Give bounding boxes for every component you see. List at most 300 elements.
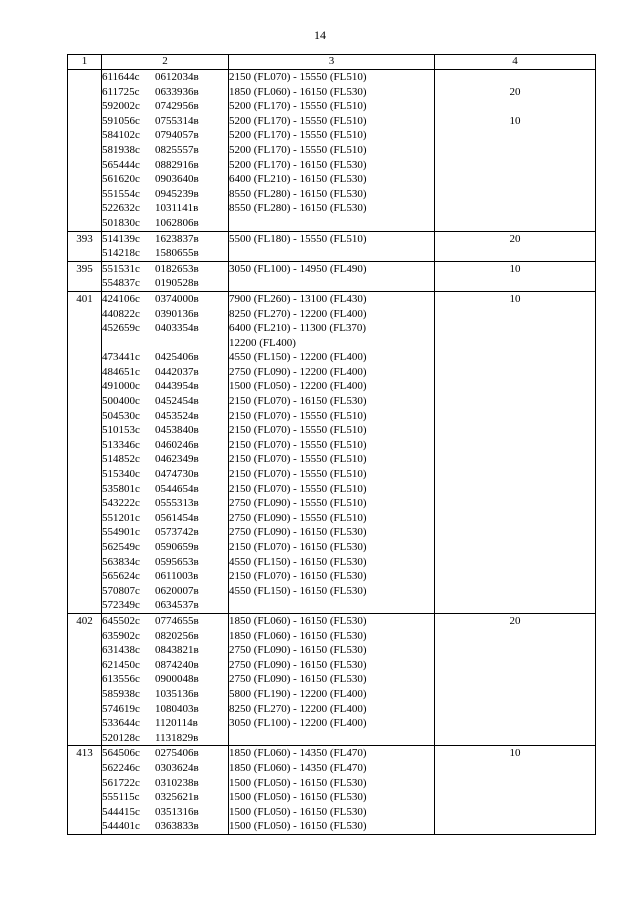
longitude-code: 0882916в bbox=[155, 158, 199, 171]
limit-value bbox=[435, 761, 595, 776]
row-number-cell bbox=[68, 613, 102, 745]
limit-value bbox=[435, 569, 595, 584]
limit-value bbox=[435, 584, 595, 599]
coordinate-line bbox=[102, 143, 228, 158]
latitude-code: 554901с bbox=[102, 526, 140, 539]
altitude-range: 4550 (FL150) - 16150 (FL530) bbox=[229, 584, 367, 597]
altitude-range: 1850 (FL060) - 14350 (FL470) bbox=[229, 761, 367, 774]
coordinate-line bbox=[102, 409, 228, 424]
coordinate-line bbox=[102, 672, 228, 687]
altitude-range: 5500 (FL180) - 15550 (FL510) bbox=[229, 232, 367, 245]
row-number-cell bbox=[68, 70, 102, 232]
longitude-code: 0620007в bbox=[155, 584, 199, 597]
limit-value: 10 bbox=[509, 262, 521, 275]
latitude-code: 554837с bbox=[102, 277, 140, 290]
coordinate-line bbox=[102, 99, 228, 114]
longitude-code: 0945239в bbox=[155, 187, 199, 200]
latitude-code: 555115с bbox=[102, 791, 140, 804]
latitude-code: 544401с bbox=[102, 820, 140, 833]
limit-value bbox=[435, 158, 595, 173]
longitude-code: 0820256в bbox=[155, 629, 199, 642]
value-cell bbox=[435, 746, 596, 835]
coordinate-line bbox=[102, 540, 228, 555]
row-number: 395 bbox=[76, 262, 93, 275]
coordinate-line bbox=[102, 687, 228, 702]
altitude-range: 5200 (FL170) - 15550 (FL510) bbox=[229, 114, 367, 127]
coordinate-line bbox=[102, 467, 228, 482]
latitude-code: 645502с bbox=[102, 614, 140, 627]
longitude-code: 0474730в bbox=[155, 468, 199, 481]
longitude-code: 0453524в bbox=[155, 409, 199, 422]
latitude-code: 543222с bbox=[102, 497, 140, 510]
longitude-code: 0555313в bbox=[155, 497, 199, 510]
coordinate-line bbox=[102, 658, 228, 673]
latitude-code: 611725с bbox=[102, 85, 140, 98]
row-number-cell bbox=[68, 231, 102, 261]
altitude-range: 1500 (FL050) - 16150 (FL530) bbox=[229, 776, 367, 789]
altitude-range: 5200 (FL170) - 16150 (FL530) bbox=[229, 158, 367, 171]
limit-value bbox=[435, 70, 595, 85]
limit-value bbox=[435, 496, 595, 511]
coordinate-line bbox=[102, 423, 228, 438]
latitude-code: 452659с bbox=[102, 322, 140, 335]
latitude-code: 572349с bbox=[102, 599, 140, 612]
limit-value bbox=[435, 276, 595, 291]
coordinate-line bbox=[102, 525, 228, 540]
airspace-table bbox=[67, 54, 596, 835]
altitude-range-cell bbox=[229, 746, 435, 835]
limit-value bbox=[435, 776, 595, 791]
longitude-code: 1080403в bbox=[155, 702, 199, 715]
latitude-code: 581938с bbox=[102, 143, 140, 156]
coordinate-line bbox=[102, 379, 228, 394]
table-row bbox=[68, 613, 596, 745]
longitude-code: 0903640в bbox=[155, 173, 199, 186]
limit-value: 20 bbox=[509, 85, 521, 98]
table-row bbox=[68, 291, 596, 613]
latitude-code: 574619с bbox=[102, 702, 140, 715]
altitude-range: 6400 (FL210) - 16150 (FL530) bbox=[229, 173, 367, 186]
altitude-range: 5200 (FL170) - 15550 (FL510) bbox=[229, 129, 367, 142]
coordinate-line bbox=[102, 569, 228, 584]
longitude-code: 0374000в bbox=[155, 292, 199, 305]
coordinate-line bbox=[102, 702, 228, 717]
limit-value bbox=[435, 438, 595, 453]
coordinate-line bbox=[102, 614, 228, 629]
latitude-code: 514218с bbox=[102, 247, 140, 260]
coordinates-cell bbox=[102, 291, 229, 613]
longitude-code: 1131829в bbox=[155, 731, 199, 744]
altitude-range: 2150 (FL070) - 15550 (FL510) bbox=[229, 482, 367, 495]
altitude-range-cell bbox=[229, 261, 435, 291]
altitude-range: 12200 (FL400) bbox=[229, 336, 296, 349]
altitude-range: 2750 (FL090) - 16150 (FL530) bbox=[229, 644, 367, 657]
table-header-row bbox=[68, 55, 596, 70]
longitude-code: 0310238в bbox=[155, 776, 199, 789]
latitude-code: 504530с bbox=[102, 409, 140, 422]
limit-value bbox=[435, 658, 595, 673]
latitude-code: 484651с bbox=[102, 365, 140, 378]
latitude-code: 551554с bbox=[102, 187, 140, 200]
coordinate-line bbox=[102, 187, 228, 202]
column-header-2: 2 bbox=[102, 55, 229, 70]
longitude-code: 1580655в bbox=[155, 247, 199, 260]
altitude-range: 8250 (FL270) - 12200 (FL400) bbox=[229, 702, 367, 715]
limit-value: 10 bbox=[509, 747, 521, 760]
longitude-code: 0843821в bbox=[155, 644, 199, 657]
row-number: 401 bbox=[76, 292, 93, 305]
altitude-range bbox=[229, 246, 434, 261]
latitude-code: 621450с bbox=[102, 658, 140, 671]
altitude-range: 5200 (FL170) - 15550 (FL510) bbox=[229, 143, 367, 156]
coordinate-line bbox=[102, 716, 228, 731]
longitude-code: 0633936в bbox=[155, 85, 199, 98]
altitude-range: 2750 (FL090) - 15550 (FL510) bbox=[229, 511, 367, 524]
longitude-code: 0275406в bbox=[155, 747, 199, 760]
coordinate-line bbox=[102, 511, 228, 526]
coordinate-line bbox=[102, 746, 228, 761]
longitude-code: 0442037в bbox=[155, 365, 199, 378]
altitude-range: 2150 (FL070) - 15550 (FL510) bbox=[229, 409, 367, 422]
latitude-code: 635902с bbox=[102, 629, 140, 642]
coordinates-cell bbox=[102, 70, 229, 232]
limit-value bbox=[435, 321, 595, 336]
limit-value bbox=[435, 379, 595, 394]
coordinate-line bbox=[102, 629, 228, 644]
latitude-code: 592002с bbox=[102, 100, 140, 113]
table-body bbox=[68, 70, 596, 835]
limit-value bbox=[435, 246, 595, 261]
coordinate-line bbox=[102, 438, 228, 453]
longitude-code: 0390136в bbox=[155, 307, 199, 320]
latitude-code: 515340с bbox=[102, 468, 140, 481]
limit-value bbox=[435, 336, 595, 351]
latitude-code: 551531с bbox=[102, 262, 140, 275]
table-row bbox=[68, 261, 596, 291]
altitude-range: 2150 (FL070) - 16150 (FL530) bbox=[229, 570, 367, 583]
altitude-range: 3050 (FL100) - 14950 (FL490) bbox=[229, 262, 367, 275]
latitude-code: 440822с bbox=[102, 307, 140, 320]
coordinates-cell bbox=[102, 261, 229, 291]
row-number: 413 bbox=[76, 747, 93, 760]
coordinate-line bbox=[102, 482, 228, 497]
latitude-code: 500400с bbox=[102, 395, 140, 408]
limit-value bbox=[435, 511, 595, 526]
coordinate-line bbox=[102, 761, 228, 776]
limit-value bbox=[435, 731, 595, 746]
latitude-code: 424106с bbox=[102, 292, 140, 305]
longitude-code: 0573742в bbox=[155, 526, 199, 539]
value-cell bbox=[435, 70, 596, 232]
longitude-code: 0462349в bbox=[155, 453, 199, 466]
limit-value bbox=[435, 201, 595, 216]
longitude-code: 0612034в bbox=[155, 71, 199, 83]
latitude-code: 562246с bbox=[102, 761, 140, 774]
coordinate-line bbox=[102, 496, 228, 511]
altitude-range: 2750 (FL090) - 16150 (FL530) bbox=[229, 526, 367, 539]
limit-value bbox=[435, 128, 595, 143]
altitude-range: 1500 (FL050) - 16150 (FL530) bbox=[229, 791, 367, 804]
latitude-code: 551201с bbox=[102, 511, 140, 524]
altitude-range: 2750 (FL090) - 15550 (FL510) bbox=[229, 497, 367, 510]
value-cell bbox=[435, 613, 596, 745]
altitude-range: 1850 (FL060) - 16150 (FL530) bbox=[229, 85, 367, 98]
coordinates-cell bbox=[102, 746, 229, 835]
altitude-range: 2750 (FL090) - 16150 (FL530) bbox=[229, 673, 367, 686]
latitude-code: 563834с bbox=[102, 555, 140, 568]
limit-value bbox=[435, 172, 595, 187]
coordinate-line bbox=[102, 128, 228, 143]
altitude-range: 8250 (FL270) - 12200 (FL400) bbox=[229, 307, 367, 320]
altitude-range: 2150 (FL070) - 16150 (FL530) bbox=[229, 541, 367, 553]
altitude-range bbox=[229, 216, 434, 231]
longitude-code: 0634537в bbox=[155, 599, 199, 612]
altitude-range-cell bbox=[229, 231, 435, 261]
altitude-range: 2750 (FL090) - 12200 (FL400) bbox=[229, 365, 367, 378]
coordinate-line bbox=[102, 85, 228, 100]
limit-value bbox=[435, 702, 595, 717]
coordinate-line bbox=[102, 336, 228, 351]
coordinate-line bbox=[102, 584, 228, 599]
latitude-code: 514139с bbox=[102, 232, 140, 245]
limit-value bbox=[435, 452, 595, 467]
altitude-range-cell bbox=[229, 291, 435, 613]
limit-value: 10 bbox=[509, 292, 521, 305]
altitude-range: 3050 (FL100) - 12200 (FL400) bbox=[229, 717, 367, 730]
value-cell bbox=[435, 261, 596, 291]
limit-value bbox=[435, 216, 595, 231]
longitude-code: 0755314в bbox=[155, 114, 199, 127]
altitude-range bbox=[229, 731, 434, 746]
coordinate-line bbox=[102, 216, 228, 231]
row-number: 402 bbox=[76, 614, 93, 627]
coordinate-line bbox=[102, 394, 228, 409]
latitude-code: 514852с bbox=[102, 453, 140, 466]
altitude-range: 2750 (FL090) - 16150 (FL530) bbox=[229, 658, 367, 671]
limit-value bbox=[435, 365, 595, 380]
altitude-range: 1500 (FL050) - 16150 (FL530) bbox=[229, 820, 367, 833]
limit-value bbox=[435, 394, 595, 409]
altitude-range: 1850 (FL060) - 16150 (FL530) bbox=[229, 629, 367, 642]
limit-value: 10 bbox=[509, 114, 521, 127]
altitude-range: 1500 (FL050) - 16150 (FL530) bbox=[229, 805, 367, 818]
altitude-range: 5200 (FL170) - 15550 (FL510) bbox=[229, 100, 367, 113]
latitude-code: 570807с bbox=[102, 584, 140, 597]
latitude-code: 501830с bbox=[102, 216, 140, 229]
longitude-code: 1062806в bbox=[155, 216, 199, 229]
altitude-range-cell bbox=[229, 70, 435, 232]
longitude-code: 0460246в bbox=[155, 438, 199, 451]
limit-value bbox=[435, 423, 595, 438]
latitude-code: 611644с bbox=[102, 71, 140, 83]
latitude-code: 585938с bbox=[102, 687, 140, 700]
limit-value bbox=[435, 687, 595, 702]
altitude-range: 2150 (FL070) - 16150 (FL530) bbox=[229, 395, 367, 408]
coordinates-cell bbox=[102, 613, 229, 745]
longitude-code: 0351316в bbox=[155, 805, 199, 818]
longitude-code: 0403354в bbox=[155, 322, 199, 335]
row-number-cell bbox=[68, 291, 102, 613]
longitude-code: 0774655в bbox=[155, 614, 199, 627]
coordinate-line bbox=[102, 292, 228, 307]
latitude-code: 520128с bbox=[102, 731, 140, 744]
latitude-code: 584102с bbox=[102, 129, 140, 142]
altitude-range bbox=[229, 276, 434, 291]
latitude-code: 510153с bbox=[102, 424, 140, 437]
longitude-code: 0303624в bbox=[155, 761, 199, 774]
coordinate-line bbox=[102, 114, 228, 129]
latitude-code: 522632с bbox=[102, 202, 140, 215]
limit-value bbox=[435, 143, 595, 158]
altitude-range: 2150 (FL070) - 15550 (FL510) bbox=[229, 468, 367, 481]
altitude-range: 4550 (FL150) - 12200 (FL400) bbox=[229, 351, 367, 364]
altitude-range: 6400 (FL210) - 11300 (FL370) bbox=[229, 322, 367, 335]
coordinate-line bbox=[102, 555, 228, 570]
altitude-range: 8550 (FL280) - 16150 (FL530) bbox=[229, 202, 367, 215]
limit-value bbox=[435, 525, 595, 540]
latitude-code: 561722с bbox=[102, 776, 140, 789]
value-cell bbox=[435, 291, 596, 613]
latitude-code: 613556с bbox=[102, 673, 140, 686]
longitude-code: 0595653в bbox=[155, 555, 199, 568]
longitude-code: 0825557в bbox=[155, 143, 199, 156]
longitude-code: 0182653в bbox=[155, 262, 199, 275]
longitude-code: 0544654в bbox=[155, 482, 199, 495]
altitude-range: 2150 (FL070) - 15550 (FL510) bbox=[229, 71, 367, 83]
longitude-code: 0363833в bbox=[155, 820, 199, 833]
limit-value bbox=[435, 482, 595, 497]
longitude-code: 0900048в bbox=[155, 673, 199, 686]
table-row bbox=[68, 70, 596, 232]
altitude-range: 4550 (FL150) - 16150 (FL530) bbox=[229, 555, 367, 568]
longitude-code: 0561454в bbox=[155, 511, 199, 524]
limit-value bbox=[435, 187, 595, 202]
limit-value bbox=[435, 716, 595, 731]
longitude-code: 0452454в bbox=[155, 395, 199, 408]
coordinate-line bbox=[102, 365, 228, 380]
coordinate-line bbox=[102, 201, 228, 216]
row-number-cell bbox=[68, 746, 102, 835]
row-number-cell bbox=[68, 261, 102, 291]
coordinate-line bbox=[102, 805, 228, 820]
altitude-range: 8550 (FL280) - 16150 (FL530) bbox=[229, 187, 367, 200]
limit-value bbox=[435, 99, 595, 114]
coordinate-line bbox=[102, 276, 228, 291]
coordinate-line bbox=[102, 232, 228, 247]
altitude-range: 2150 (FL070) - 15550 (FL510) bbox=[229, 424, 367, 437]
coordinate-line bbox=[102, 598, 228, 613]
limit-value bbox=[435, 643, 595, 658]
limit-value: 20 bbox=[509, 232, 521, 245]
limit-value bbox=[435, 467, 595, 482]
limit-value bbox=[435, 672, 595, 687]
table-row bbox=[68, 746, 596, 835]
altitude-range: 2150 (FL070) - 15550 (FL510) bbox=[229, 453, 367, 466]
row-number: 393 bbox=[76, 232, 93, 245]
latitude-code: 565444с bbox=[102, 158, 140, 171]
latitude-code: 533644с bbox=[102, 717, 140, 730]
longitude-code: 1035136в bbox=[155, 687, 199, 700]
longitude-code: 1623837в bbox=[155, 232, 199, 245]
altitude-range: 1500 (FL050) - 12200 (FL400) bbox=[229, 380, 367, 393]
coordinate-line bbox=[102, 790, 228, 805]
altitude-range: 2150 (FL070) - 15550 (FL510) bbox=[229, 438, 367, 451]
longitude-code: 0611003в bbox=[155, 570, 199, 583]
limit-value bbox=[435, 540, 595, 555]
table-row bbox=[68, 231, 596, 261]
longitude-code: 0874240в bbox=[155, 658, 199, 671]
latitude-code: 491000с bbox=[102, 380, 140, 393]
latitude-code: 591056с bbox=[102, 114, 140, 127]
longitude-code: 0425406в bbox=[155, 351, 199, 364]
coordinate-line bbox=[102, 246, 228, 261]
limit-value: 20 bbox=[509, 614, 521, 627]
coordinate-line bbox=[102, 70, 228, 85]
coordinate-line bbox=[102, 321, 228, 336]
longitude-code: 0453840в bbox=[155, 424, 199, 437]
coordinates-cell bbox=[102, 231, 229, 261]
limit-value bbox=[435, 555, 595, 570]
longitude-code: 0794057в bbox=[155, 129, 199, 142]
latitude-code: 565624с bbox=[102, 570, 140, 583]
coordinate-line bbox=[102, 643, 228, 658]
value-cell bbox=[435, 231, 596, 261]
latitude-code: 564506с bbox=[102, 747, 140, 760]
limit-value bbox=[435, 350, 595, 365]
column-header-4: 4 bbox=[435, 55, 596, 70]
limit-value bbox=[435, 629, 595, 644]
coordinate-line bbox=[102, 452, 228, 467]
coordinate-line bbox=[102, 307, 228, 322]
coordinate-line bbox=[102, 776, 228, 791]
longitude-code: 0590659в bbox=[155, 541, 199, 553]
limit-value bbox=[435, 819, 595, 834]
coordinate-line bbox=[102, 350, 228, 365]
coordinate-line bbox=[102, 172, 228, 187]
latitude-code: 513346с bbox=[102, 438, 140, 451]
limit-value bbox=[435, 598, 595, 613]
longitude-code: 1031141в bbox=[155, 202, 199, 215]
latitude-code: 631438с bbox=[102, 644, 140, 657]
limit-value bbox=[435, 307, 595, 322]
coordinate-line bbox=[102, 262, 228, 277]
latitude-code: 535801с bbox=[102, 482, 140, 495]
latitude-code: 473441с bbox=[102, 351, 140, 364]
coordinate-line bbox=[102, 819, 228, 834]
latitude-code: 562549с bbox=[102, 541, 140, 553]
latitude-code: 561620с bbox=[102, 173, 140, 186]
altitude-range: 7900 (FL260) - 13100 (FL430) bbox=[229, 292, 367, 305]
coordinate-line bbox=[102, 731, 228, 746]
longitude-code: 0190528в bbox=[155, 277, 199, 290]
altitude-range-cell bbox=[229, 613, 435, 745]
longitude-code: 0742956в bbox=[155, 100, 199, 113]
coordinate-line bbox=[102, 158, 228, 173]
latitude-code: 544415с bbox=[102, 805, 140, 818]
row-number bbox=[68, 70, 101, 85]
altitude-range bbox=[229, 598, 434, 613]
column-header-1: 1 bbox=[68, 55, 102, 70]
altitude-range: 1850 (FL060) - 16150 (FL530) bbox=[229, 614, 367, 627]
limit-value bbox=[435, 805, 595, 820]
longitude-code: 0325621в bbox=[155, 791, 199, 804]
longitude-code: 1120114в bbox=[155, 717, 198, 730]
altitude-range: 5800 (FL190) - 12200 (FL400) bbox=[229, 687, 367, 700]
altitude-range: 1850 (FL060) - 14350 (FL470) bbox=[229, 747, 367, 760]
page-number: 14 bbox=[314, 28, 326, 42]
column-header-3: 3 bbox=[229, 55, 435, 70]
longitude-code: 0443954в bbox=[155, 380, 199, 393]
